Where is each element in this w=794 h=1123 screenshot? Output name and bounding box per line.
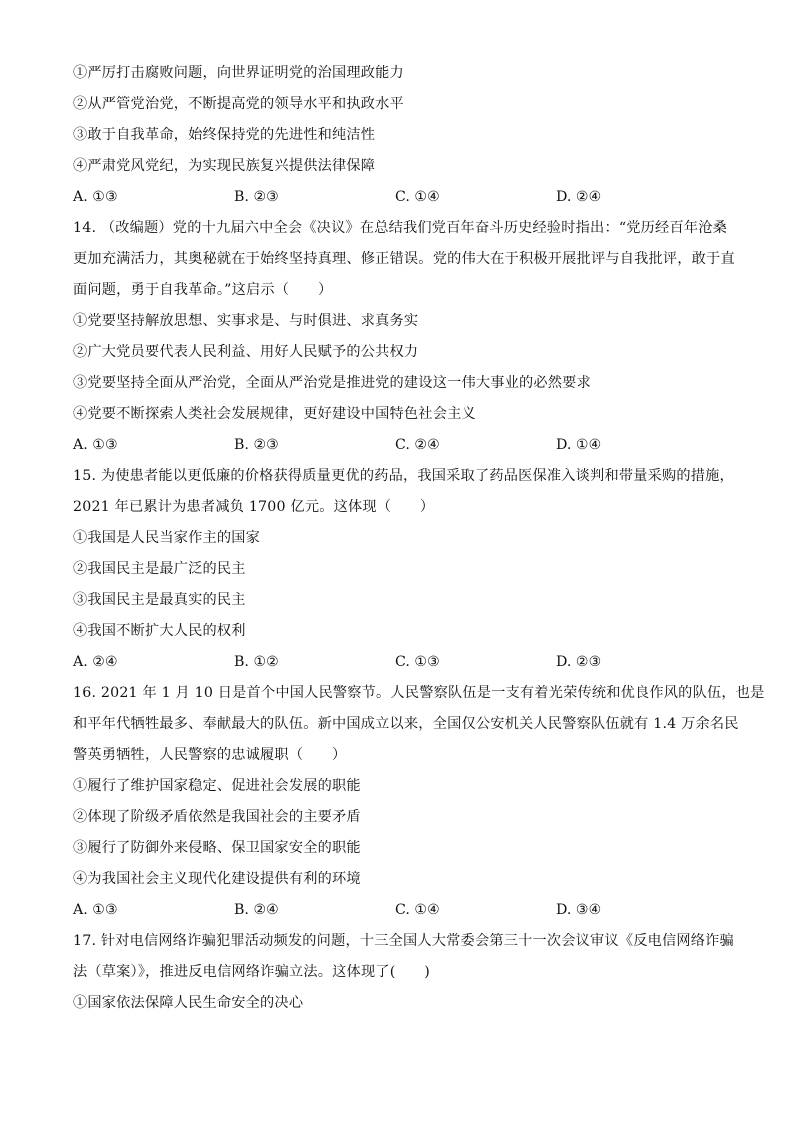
- choice-item: ④为我国社会主义现代化建设提供有利的环境: [73, 871, 361, 887]
- option-b: B. ①②: [234, 654, 279, 670]
- choice-item: ①国家依法保障人民生命安全的决心: [73, 995, 304, 1011]
- choice-item: ③党要坚持全面从严治党，全面从严治党是推进党的建设这一伟大事业的必然要求: [73, 375, 591, 391]
- choice-item: ④党要不断探索人类社会发展规律，更好建设中国特色社会主义: [73, 406, 476, 422]
- option-a: A. ①③: [73, 902, 118, 918]
- question-stem: 14. （改编题）党的十九届六中全会《决议》在总结我们党百年奋斗历史经验时指出：“党历经百年沧桑: [73, 220, 727, 236]
- option-a: A. ②④: [73, 654, 118, 670]
- choice-item: ③我国民主是最真实的民主: [73, 592, 246, 608]
- question-stem: 15. 为使患者能以更低廉的价格获得质量更优的药品，我国采取了药品医保准入谈判和带量采购的措施，: [73, 468, 734, 484]
- choice-item: ①党要坚持解放思想、实事求是、与时俱进、求真务实: [73, 313, 419, 329]
- choice-item: ①严厉打击腐败问题，向世界证明党的治国理政能力: [73, 65, 404, 81]
- question-stem: 17. 针对电信网络诈骗犯罪活动频发的问题，十三全国人大常委会第三十一次会议审议《反电信网络诈骗: [73, 933, 734, 949]
- choice-item: ②广大党员要代表人民利益、用好人民赋予的公共权力: [73, 344, 419, 360]
- option-d: D. ②③: [556, 654, 602, 670]
- choice-item: ①我国是人民当家作主的国家: [73, 530, 261, 546]
- option-a: A. ①③: [73, 437, 118, 453]
- option-d: D. ②④: [556, 189, 602, 205]
- question-stem: 警英勇牺牲，人民警察的忠诚履职（ ）: [73, 747, 347, 763]
- question-13-continuation: [73, 58, 733, 213]
- option-c: C. ②④: [395, 437, 440, 453]
- option-b: B. ②③: [234, 437, 279, 453]
- document-page: [73, 58, 765, 1019]
- question-stem: 16. 2021 年 1 月 10 日是首个中国人民警察节。人民警察队伍是一支有着光荣传统和优良作风的队伍，也是: [73, 685, 765, 701]
- question-stem: 面问题，勇于自我革命。”这启示（ ）: [73, 282, 333, 298]
- answer-options: [73, 647, 733, 678]
- question-16: [73, 678, 765, 926]
- option-a: A. ①③: [73, 189, 118, 205]
- option-c: C. ①④: [395, 902, 440, 918]
- answer-options: [73, 895, 733, 926]
- choice-item: ①履行了维护国家稳定、促进社会发展的职能: [73, 778, 361, 794]
- option-c: C. ①④: [395, 189, 440, 205]
- choice-item: ②体现了阶级矛盾依然是我国社会的主要矛盾: [73, 809, 361, 825]
- answer-options: [73, 430, 733, 461]
- option-d: D. ①④: [556, 437, 602, 453]
- option-c: C. ①③: [395, 654, 440, 670]
- choice-item: ④我国不断扩大人民的权利: [73, 623, 246, 639]
- question-14: [73, 213, 733, 461]
- choice-item: ④严肃党风党纪，为实现民族复兴提供法律保障: [73, 158, 376, 174]
- option-d: D. ③④: [556, 902, 602, 918]
- choice-item: ③履行了防御外来侵略、保卫国家安全的职能: [73, 840, 361, 856]
- question-stem: 更加充满活力，其奥秘就在于始终坚持真理、修正错误。党的伟大在于积极开展批评与自我批评，敢于直: [73, 251, 735, 267]
- answer-options: [73, 182, 733, 213]
- option-b: B. ②④: [234, 902, 279, 918]
- option-b: B. ②③: [234, 189, 279, 205]
- choice-item: ②从严管党治党，不断提高党的领导水平和执政水平: [73, 96, 404, 112]
- question-17: [73, 926, 733, 1019]
- choice-item: ③敢于自我革命，始终保持党的先进性和纯洁性: [73, 127, 376, 143]
- question-15: [73, 461, 733, 678]
- choice-item: ②我国民主是最广泛的民主: [73, 561, 246, 577]
- question-stem: 法（草案）》，推进反电信网络诈骗立法。这体现了( ): [73, 964, 430, 980]
- question-stem: 2021 年已累计为患者减负 1700 亿元。这体现（ ）: [73, 499, 435, 515]
- question-stem: 和平年代牺牲最多、奉献最大的队伍。新中国成立以来，全国仅公安机关人民警察队伍就有 1.4 万余名民: [73, 716, 739, 732]
